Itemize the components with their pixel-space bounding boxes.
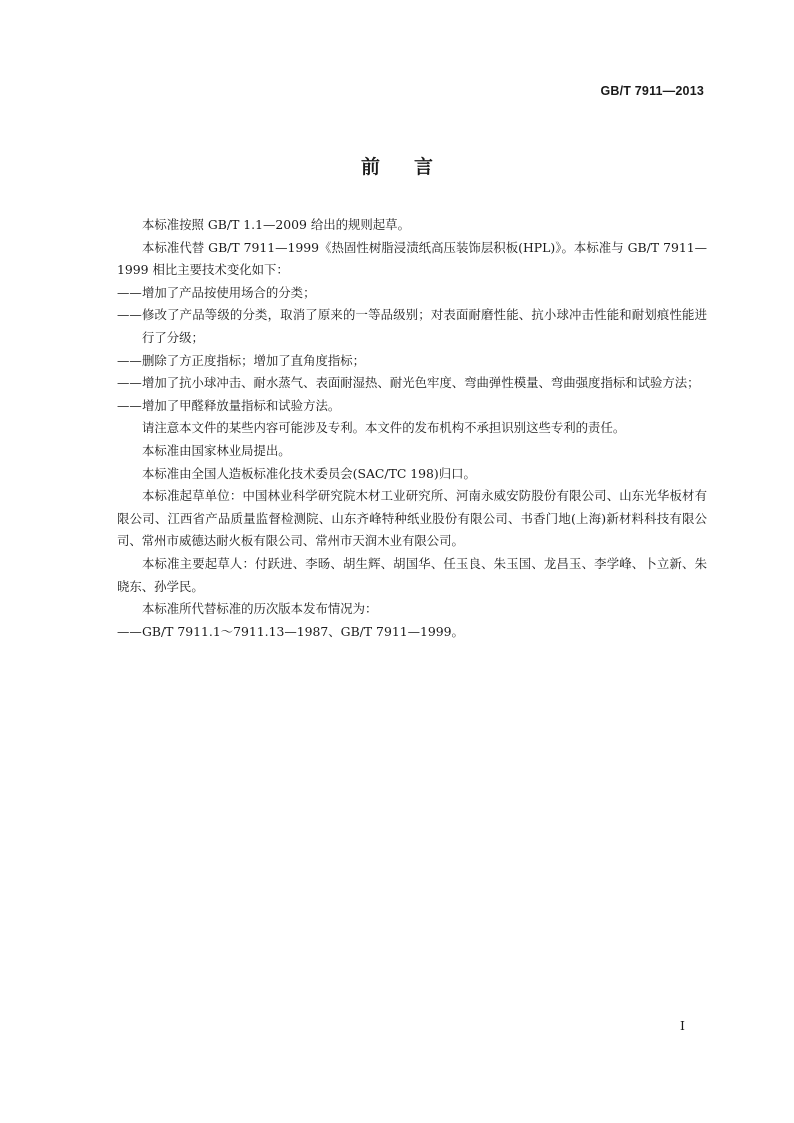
list-item	[117, 304, 707, 349]
paragraph-patent-notice: 请注意本文件的某些内容可能涉及专利。本文件的发布机构不承担识别这些专利的责任。	[142, 420, 626, 436]
dash-marker: ——	[117, 307, 142, 323]
paragraph-replacement: 本标准代替 GB/T 7911—1999《热固性树脂浸渍纸高压装饰层积板(HPL)》。本标准与 GB/T 7911—1999 相比主要技术变化如下：	[117, 239, 707, 278]
list-item-text: 删除了方正度指标；增加了直角度指标；	[142, 352, 366, 368]
dash-marker: ——	[117, 284, 142, 300]
list-item-text: 增加了抗小球冲击、耐水蒸气、表面耐湿热、耐光色牢度、弯曲弹性模量、弯曲强度指标和试验方法；	[142, 375, 700, 391]
paragraph-drafting-units: 本标准起草单位：中国林业科学研究院木材工业研究所、河南永威安防股份有限公司、山东光华板材有限公司、江西省产品质量监督检测院、山东齐峰特种纸业股份有限公司、书香门地(上海)新材料科技有限公司、常州市威德达耐火板有限公司、常州市天润木业有限公司。	[117, 488, 707, 549]
list-item	[117, 395, 707, 418]
page-number: I	[680, 1018, 685, 1033]
dash-marker: ——	[117, 397, 142, 413]
list-item	[117, 350, 707, 373]
list-item-text: 修改了产品等级的分类，取消了原来的一等品级别；对表面耐磨性能、抗小球冲击性能和耐划痕性能进行了分级；	[142, 307, 707, 345]
dash-marker: ——	[117, 623, 142, 639]
list-item-text: GB/T 7911.1～7911.13—1987、GB/T 7911—1999。	[142, 623, 464, 639]
paragraph-drafting-rules: 本标准按照 GB/T 1.1—2009 给出的规则起草。	[142, 217, 410, 232]
list-item	[117, 282, 707, 305]
paragraph-drafters: 本标准主要起草人：付跃进、李旸、胡生辉、胡国华、任玉良、朱玉国、龙昌玉、李学峰、卜立新、朱晓东、孙学民。	[117, 555, 707, 594]
foreword-body	[117, 214, 707, 643]
list-item	[117, 621, 707, 644]
list-item	[117, 372, 707, 395]
paragraph-history-intro: 本标准所代替标准的历次版本发布情况为：	[142, 601, 378, 617]
standard-code: GB/T 7911—2013	[600, 84, 704, 98]
page-title: 前言	[360, 156, 467, 178]
paragraph-proposer: 本标准由国家林业局提出。	[142, 442, 291, 458]
dash-marker: ——	[117, 352, 142, 368]
paragraph-committee: 本标准由全国人造板标准化技术委员会(SAC/TC 198)归口。	[142, 465, 476, 481]
dash-marker: ——	[117, 375, 142, 391]
list-item-text: 增加了产品按使用场合的分类；	[142, 284, 316, 300]
list-item-text: 增加了甲醛释放量指标和试验方法。	[142, 397, 341, 413]
